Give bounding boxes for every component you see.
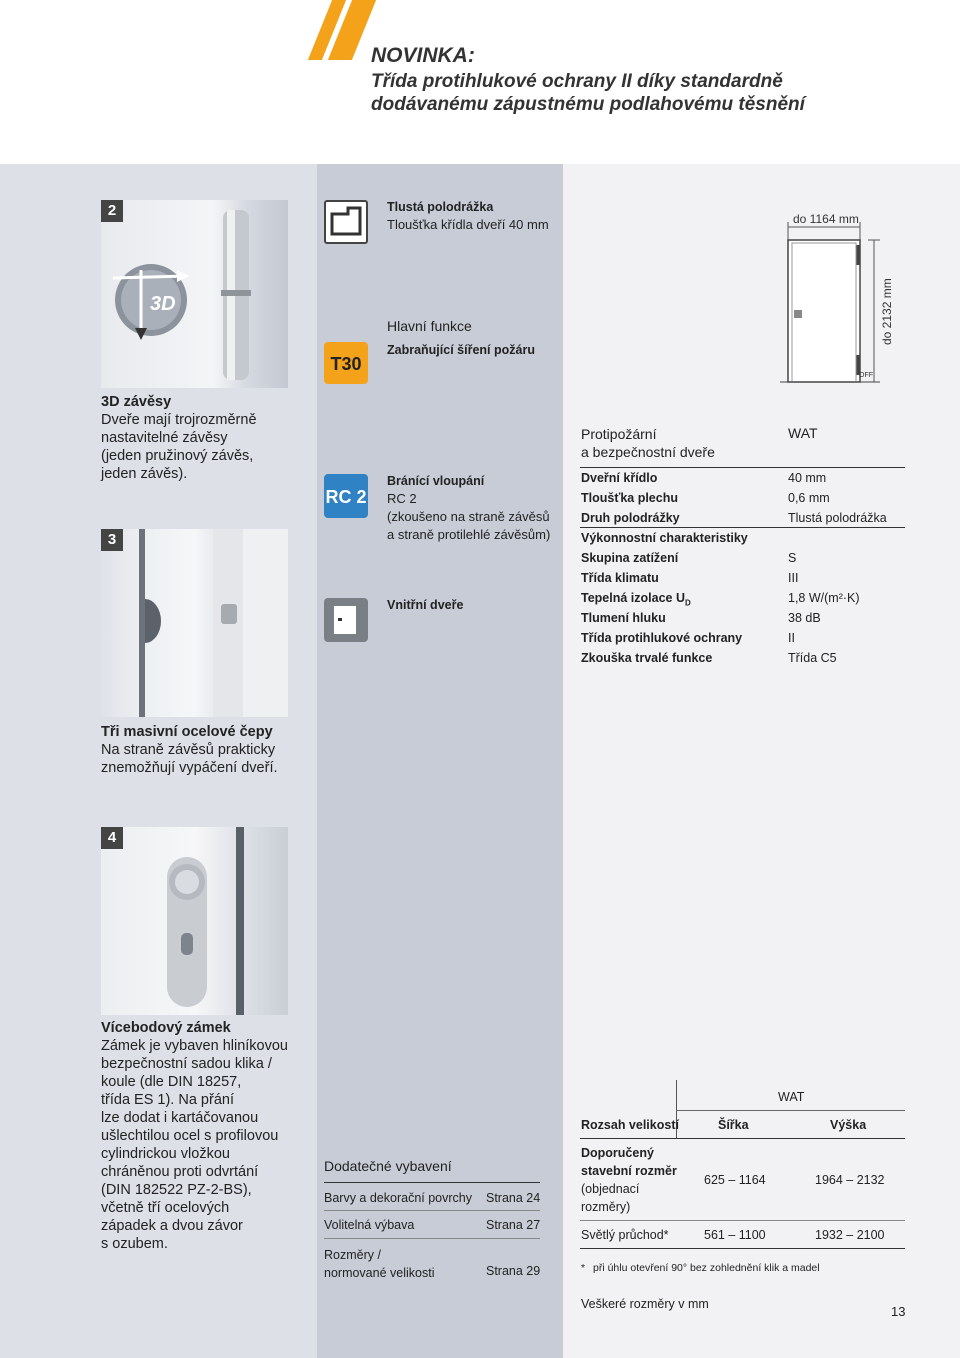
photo-number: 4 [101,827,123,849]
spec-value: Tlustá polodrážka [788,511,887,525]
fire-description: Zabraňující šíření požáru [387,343,535,357]
caption-line: třída ES 1). Na přání [101,1092,234,1108]
caption-line: bezpečnostní sadou klika / [101,1056,272,1072]
size-col-width: Šířka [718,1118,749,1132]
spec-value: III [788,571,799,585]
photo-number: 2 [101,200,123,222]
bolt-illustration [101,529,288,717]
caption-line: včetně tří ocelových [101,1200,230,1216]
footnote: při úhlu otevření 90° bez zohlednění klik a madel [593,1262,820,1274]
interior-door-icon [324,598,368,642]
extras-row: Barvy a dekorační povrchy [324,1191,472,1205]
caption-line: lze dodat i kartáčovanou [101,1110,259,1126]
caption-hinges: 3D závěsy Dveře mají trojrozměrně nastavitelné závěsy (jeden pružinový závěs, jeden závěs). [101,394,257,482]
spec-value: Třída C5 [788,651,837,665]
extras-divider [324,1238,540,1239]
photo-number: 3 [101,529,123,551]
spec-value: 0,6 mm [788,491,830,505]
extras-row: Volitelná výbava [324,1218,415,1232]
spec-label: Skupina zatížení [581,551,679,565]
spec-label: Třída klimatu [581,571,659,585]
hinge-illustration [101,200,288,388]
size-divider [580,1248,905,1249]
size-value: 1964 – 2132 [815,1173,885,1187]
caption-bolts: Tři masivní ocelové čepy Na straně závěsů prakticky znemožňují vypáčení dveří. [101,724,278,776]
header-subtitle: Třída protihlukové ochrany II díky standardně dodávanému zápustnému podlahovému těsnění [371,71,805,115]
size-divider [676,1110,905,1111]
extras-title: Dodatečné vybavení [324,1158,452,1174]
caption-line: cylindrickou vložkou [101,1146,230,1162]
extras-page: Strana 24 [486,1191,541,1205]
3d-badge: 3D [150,293,176,315]
caption-line: chráněnou proti odvrtání [101,1164,259,1180]
burglary-description: Bránící vloupání RC 2 (zkoušeno na straně závěsů a straně protilehlé závěsům) [387,474,551,542]
footnote-star: * [581,1262,586,1274]
lock-illustration [101,827,288,1015]
fire-rating-icon: T30 [324,342,368,384]
spec-label: Druh polodrážky [581,511,680,525]
size-row-label: Světlý průchod* [581,1228,669,1242]
size-group-header: WAT [778,1090,805,1104]
page-number: 13 [891,1304,906,1319]
specs-heading-value: WAT [788,425,818,441]
caption-line: (DIN 182522 PZ-2-BS), [101,1182,252,1198]
spec-label: Zkouška trvalé funkce [581,651,713,665]
interior-description: Vnitřní dveře [387,598,464,612]
header-title: NOVINKA: [371,44,475,67]
lock-photo [101,827,288,1015]
caption-line: západek a dvou závor [101,1218,243,1234]
size-divider [580,1138,905,1139]
spec-label: Tepelná izolace $U_D$ [581,591,691,608]
caption-line: Zámek je vybaven hliníkovou [101,1038,288,1054]
diagram-okff: OFF [859,372,873,379]
spec-value: S [788,551,797,565]
size-col-range: Rozsah velikostí [581,1118,679,1132]
all-dimensions-note: Veškeré rozměry v mm [581,1297,709,1311]
extras-divider [324,1210,540,1211]
spec-label: Tloušťka plechu [581,491,678,505]
caption-line: ušlechtilou ocel s profilovou [101,1128,279,1144]
extras-page: Strana 29 [486,1264,541,1278]
size-divider [580,1220,905,1221]
hinge-photo [101,200,288,388]
specs-divider [580,527,905,528]
spec-label: Výkonnostní charakteristiky [581,531,748,545]
size-value: 561 – 1100 [704,1228,766,1242]
diagram-width-label: do 1164 mm [793,212,859,226]
size-value: 625 – 1164 [704,1173,766,1187]
caption-line: s ozubem. [101,1236,168,1252]
specs-heading: Protipožární a bezpečnostní dveře [581,426,715,460]
burglary-rating-icon: RC 2 [324,474,368,518]
frame-description: Tlustá polodrážka Tloušťka křídla dveří 40 mm [387,200,549,232]
specs-divider [580,467,905,468]
caption-lock: Vícebodový zámek Zámek je vybaven hliníkovou bezpečnostní sadou klika / koule (dle DIN 18257, třída ES 1). Na přání lze dodat i kartáčovanou ušlechtilou ocel s profilovou cylindrickou vložkou chráněnou proti odvrtání (DIN 182522 PZ-2-BS), včetně tří ocelových západek a dvou závor s ozubem. [101,1020,288,1252]
main-functions-title: Hlavní funkce [387,318,472,334]
caption-line: koule (dle DIN 18257, [101,1074,242,1090]
spec-value: II [788,631,795,645]
spec-value: 40 mm [788,471,827,485]
spec-value: 38 dB [788,611,821,625]
bolt-photo [101,529,288,717]
extras-page: Strana 27 [486,1218,541,1232]
size-col-height: Výška [830,1118,867,1132]
extras-divider [324,1182,540,1183]
spec-label: Třída protihlukové ochrany [581,631,743,645]
spec-value: 1,8 W/(m²·K) [788,591,860,605]
spec-label: Tlumení hluku [581,611,666,625]
frame-icon [324,200,368,244]
diagram-height-label: do 2132 mm [880,278,894,345]
spec-label: Dveřní křídlo [581,471,658,485]
extras-row: Rozměry / normované velikosti [324,1248,435,1280]
size-row-label: Doporučený stavební rozměr (objednací rozměry) [581,1146,677,1214]
size-value: 1932 – 2100 [815,1228,885,1242]
